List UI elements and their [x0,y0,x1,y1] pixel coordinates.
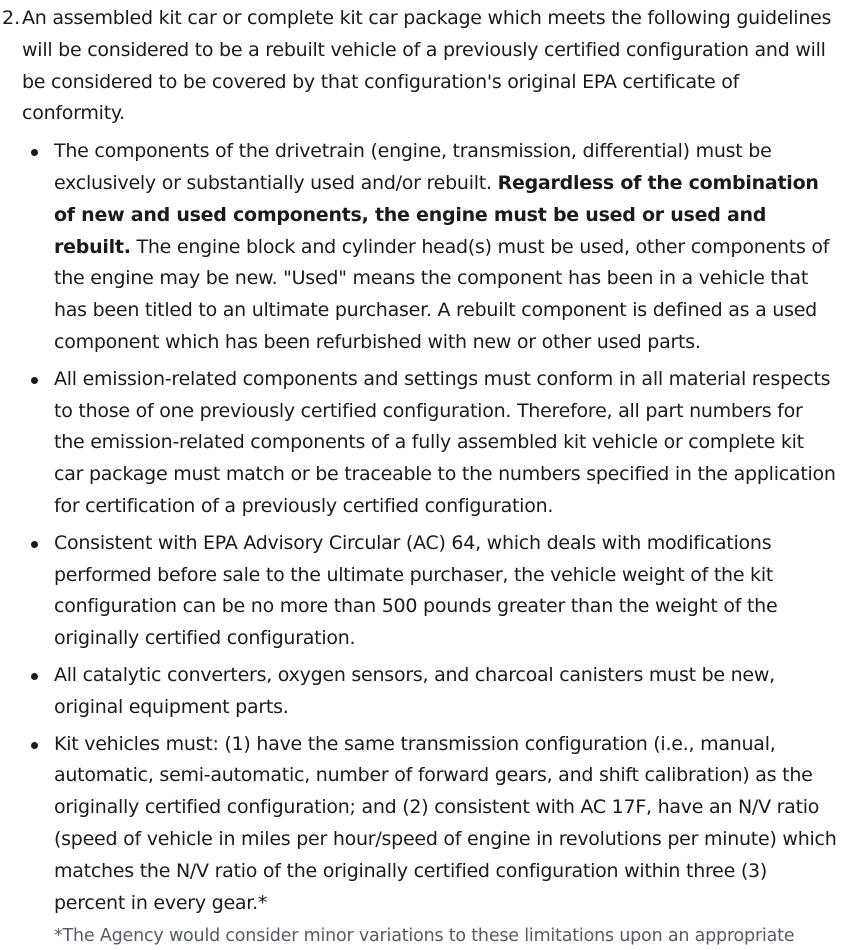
guideline-drivetrain-text-cont: The engine block and cylinder head(s) must be used, other components of the engine may be new. "Used" means the component has been in a vehicle that has been titled to an ultimate purchaser. A rebuilt component is defined as a used component which has been refurbished with new or other used parts. [54,235,830,353]
list-item-number: 2. [2,7,21,29]
list-item-intro: An assembled kit car or complete kit car package which meets the following guidelines will be considered to be a rebuilt vehicle of a previously certified configuration and will be considered to be covered by that configuration's original EPA certificate of conformity. [22,7,832,125]
guideline-catalytic-converters: All catalytic converters, oxygen sensors, and charcoal canisters must be new, original equipment parts. [0,660,838,724]
list-item-2 [0,3,838,950]
guideline-drivetrain-emphasis: Regardless of the combination of new and used components, the engine must be used or used and rebuilt. [54,171,819,258]
guideline-transmission: Kit vehicles must: (1) have the same transmission configuration (i.e., manual, automatic, semi-automatic, number of forward gears, and shift calibration) as the originally certified configuration; and (2) consistent with AC 17F, have an N/V ratio (speed of vehicle in miles per hour/speed of engine in revolutions per minute) which matches the N/V ratio of the originally certified configuration within three (3) percent in every gear.* [0,729,838,920]
footnote: *The Agency would consider minor variations to these limitations upon an appropriate [54,926,795,947]
guidelines-list [0,136,838,919]
guideline-drivetrain-text: The components of the drivetrain (engine, transmission, differential) must be exclusively or substantially used and/or rebuilt. [54,140,772,194]
guideline-vehicle-weight: Consistent with EPA Advisory Circular (AC) 64, which deals with modifications performed before sale to the ultimate purchaser, the vehicle weight of the kit configuration can be no more than 500 pounds greater than the weight of the originally certified configuration. [0,528,838,655]
guideline-emission-components: All emission-related components and settings must conform in all material respects to those of one previously certified configuration. Therefore, all part numbers for the emission-related components of a fully assembled kit vehicle or complete kit car package must match or be traceable to the numbers specified in the application for certification of a previously certified configuration. [0,364,838,523]
guideline-drivetrain [0,136,838,359]
